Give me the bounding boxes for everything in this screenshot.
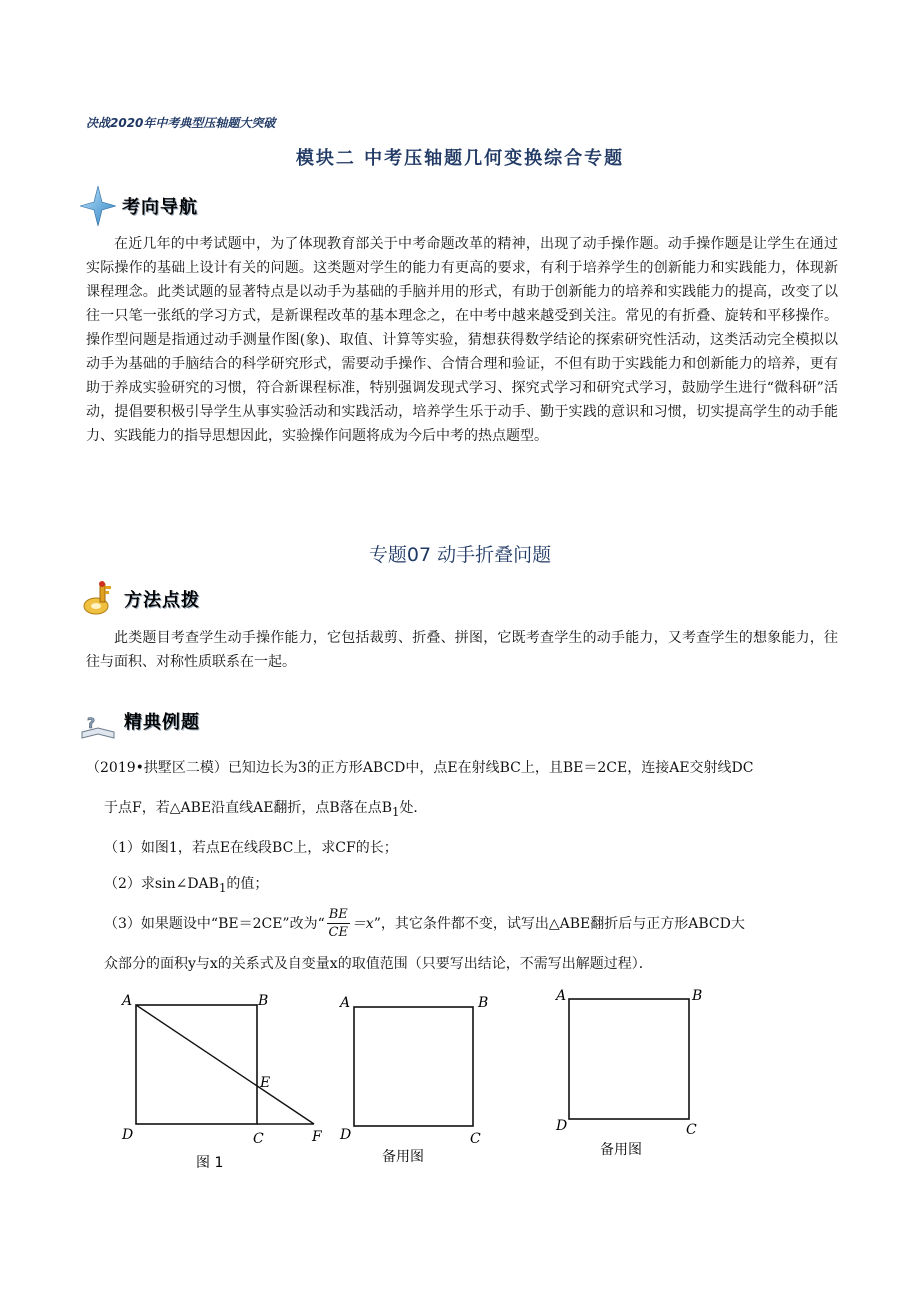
question-3-cont: 众部分的面积y与x的关系式及自变量x的取值范围（只要写出结论，不需写出解题过程）．	[104, 956, 653, 972]
fraction	[327, 906, 350, 941]
label-f: F	[312, 1129, 322, 1145]
subscript: 1	[392, 804, 400, 819]
figure-2	[330, 985, 510, 1175]
question-2-end: 的值；	[226, 876, 269, 892]
figure-caption: 备用图	[600, 1142, 642, 1158]
figure-1	[110, 985, 340, 1175]
figure-3	[548, 980, 728, 1170]
star-compass-icon	[80, 186, 116, 226]
problem-line-2	[104, 788, 844, 832]
question-book-icon	[78, 702, 118, 740]
intro-paragraph: 在近几年的中考试题中，为了体现教育部关于中考命题改革的精神，出现了动手操作题。动手操作题是让学生在通过实际操作的基础上设计有关的问题。这类题对学生的能力有更高的要求，有利于培养学生的创新能力和实践能力，体现新课程理念。此类试题的显著特点是以动手为基础的手脑并用的形式，有助于创新能力的培养和实践能力的提高，改变了以往一只笔一张纸的学习方式，是新课程改革的基本理念之，在中考中越来越受到关注。常见的有折叠、旋转和平移操作。操作型问题是指通过动手测量作图(象)、取值、计算等实验，猜想获得数学结论的探索研究性活动，这类活动完全模拟以动手为基础的手脑结合的科学研究形式，需要动手操作、合情合理和验证，不但有助于实践能力和创新能力的培养，更有助于养成实验研究的习惯，符合新课程标准，特别强调发现式学习、探究式学习和研究式学习，鼓励学生进行“微科研”活动，提倡要积极引导学生从事实验活动和实践活动，培养学生乐于动手、勤于实践的意识和习惯，切实提高学生的动手能力、实践能力的指导思想因此，实验操作问题将成为今后中考的热点题型。	[86, 236, 838, 444]
line-af	[136, 1005, 314, 1124]
section-label: 精典例题	[124, 712, 200, 733]
label-a: A	[340, 995, 351, 1011]
figure-caption: 备用图	[382, 1149, 424, 1165]
topic-title: 专题07 动手折叠问题	[368, 544, 552, 566]
square-abcd	[354, 1007, 473, 1126]
question-2-text: （2）求sin∠DAB	[104, 876, 219, 892]
label-a: A	[556, 988, 567, 1004]
question-3-text: （3）如果题设中“BE＝2CE”改为“	[104, 915, 325, 932]
square-abcd	[569, 999, 689, 1119]
problem-stem-2: 于点F，若△ABE沿直线AE翻折，点B落在点B	[104, 800, 393, 816]
section-examples	[78, 702, 200, 740]
fraction-denominator: CE	[328, 925, 348, 940]
svg-text:?: ?	[87, 716, 96, 732]
header-note: 决战2020年中考典型压轴题大突破	[86, 116, 276, 130]
figure-caption: 图 1	[196, 1155, 224, 1171]
problem-line-1	[86, 748, 846, 788]
module-title: 模块二 中考压轴题几何变换综合专题	[295, 148, 625, 169]
problem-stem-1: 已知边长为3的正方形ABCD中，点E在射线BC上，且BE＝2CE，连接AE交射线DC	[227, 760, 754, 776]
label-b: B	[478, 995, 489, 1011]
label-d: D	[122, 1127, 134, 1143]
label-b: B	[692, 988, 703, 1004]
square-abcd	[136, 1005, 257, 1124]
question-3	[104, 906, 844, 941]
label-c: C	[470, 1131, 481, 1147]
question-2	[104, 864, 844, 908]
section-label: 考向导航	[122, 197, 198, 218]
key-icon	[80, 580, 118, 618]
section-method	[80, 580, 200, 618]
label-d: D	[556, 1118, 568, 1134]
label-d: D	[340, 1127, 352, 1143]
label-e: E	[260, 1075, 271, 1091]
question-3-text-b: ”，其它条件都不变，试写出△ABE翻折后与正方形ABCD大	[373, 915, 745, 932]
fraction-numerator: BE	[328, 907, 348, 922]
problem-source: （2019•拱墅区二模）	[86, 760, 228, 776]
subscript: 1	[218, 880, 227, 895]
problem-stem-2-end: 处．	[399, 800, 428, 816]
question-1: （1）如图1，若点E在线段BC上，求CF的长；	[104, 840, 398, 856]
section-exam-guide	[80, 186, 198, 226]
fraction-equals: ＝x	[351, 915, 374, 932]
label-a: A	[122, 993, 133, 1009]
section-label: 方法点拨	[124, 590, 200, 611]
label-b: B	[258, 993, 269, 1009]
label-c: C	[253, 1131, 264, 1147]
method-paragraph: 此类题目考查学生动手操作能力，它包括裁剪、折叠、拼图，它既考查学生的动手能力，又考查学生的想象能力，往往与面积、对称性质联系在一起。	[86, 630, 838, 670]
label-c: C	[686, 1122, 697, 1138]
